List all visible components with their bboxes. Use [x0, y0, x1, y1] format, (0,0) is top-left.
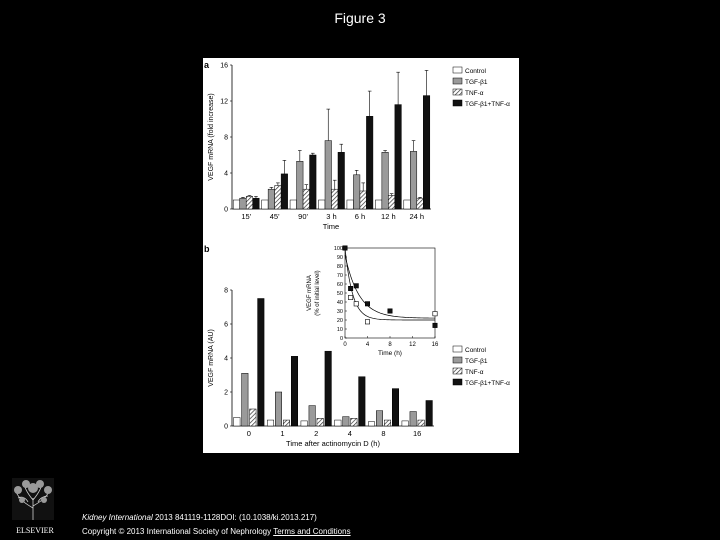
bar: [303, 189, 310, 209]
inset-data-point: [348, 295, 352, 299]
bar: [417, 198, 424, 209]
inset-y-tick-label: 100: [333, 246, 343, 252]
panel-a-legend: [453, 67, 510, 108]
bar: [275, 186, 282, 209]
copyright-text: [82, 527, 351, 536]
y-tick-label: 2: [224, 389, 228, 397]
page-title: Figure 3: [334, 10, 386, 26]
bar: [382, 152, 389, 209]
x-tick-label: 8: [381, 429, 386, 438]
publisher-name: ELSEVIER: [16, 526, 54, 535]
bar: [291, 356, 298, 426]
bar: [423, 96, 430, 209]
inset-data-point: [348, 286, 352, 290]
bar: [258, 299, 265, 427]
bar: [246, 196, 253, 209]
x-tick-label: 45': [269, 212, 280, 221]
elsevier-tree-logo: [6, 478, 64, 538]
inset-data-point: [343, 246, 347, 250]
y-axis-label: VEGF mRNA (fold increase): [208, 93, 215, 181]
bar: [325, 141, 332, 209]
bar: [426, 401, 433, 427]
bar: [335, 420, 342, 426]
inset-data-point: [354, 302, 358, 306]
x-axis-label: Time after actinomycin D (h): [286, 439, 380, 448]
bar: [366, 116, 373, 209]
bar: [262, 200, 269, 209]
x-tick-label: 16: [412, 429, 422, 438]
inset-x-tick-label: 0: [343, 342, 347, 348]
panel-b-inset-chart: [307, 246, 439, 357]
bar: [319, 200, 326, 209]
panel-a-chart: [208, 63, 431, 232]
bar: [325, 351, 332, 426]
legend-label: TNF-α: [465, 369, 484, 376]
legend-label: TGF-β1: [465, 358, 488, 365]
inset-y-tick-label: 60: [336, 282, 343, 288]
bar: [310, 155, 317, 209]
y-tick-label: 0: [224, 206, 228, 214]
inset-data-point: [365, 302, 369, 306]
legend-label: TGF-β1+TNF-α: [465, 380, 510, 387]
panel-b-legend: [453, 346, 510, 387]
legend-label: Control: [465, 68, 486, 75]
citation-details: 2013 841119-1128DOI: (10.1038/ki.2013.217): [152, 513, 317, 522]
x-tick-label: 1: [280, 429, 285, 438]
inset-data-point: [433, 312, 437, 316]
bar: [250, 409, 257, 426]
bar: [309, 406, 316, 426]
x-tick-label: 4: [347, 429, 352, 438]
y-tick-label: 4: [224, 170, 228, 178]
legend-label: TGF-β1: [465, 79, 488, 86]
bar: [242, 373, 249, 426]
bar: [253, 198, 260, 209]
inset-data-point: [354, 284, 358, 288]
bar: [290, 200, 297, 209]
bar: [351, 418, 358, 426]
bar: [267, 420, 274, 426]
legend-label: Control: [465, 347, 486, 354]
bar: [376, 411, 383, 426]
bar: [359, 377, 366, 426]
bar: [281, 174, 288, 209]
legend-swatch: [453, 357, 462, 363]
bar: [418, 420, 425, 426]
bar: [233, 200, 240, 209]
inset-y-tick-label: 90: [336, 255, 343, 261]
inset-y-tick-label: 40: [336, 300, 343, 306]
x-tick-label: 6 h: [354, 212, 366, 221]
bar: [234, 418, 241, 427]
panel-b-letter: b: [204, 244, 210, 254]
legend-swatch: [453, 100, 462, 106]
inset-x-tick-label: 8: [388, 342, 392, 348]
bar: [410, 412, 417, 426]
legend-label: TNF-α: [465, 90, 484, 97]
figure-panel: [203, 58, 519, 453]
citation-text: [82, 513, 317, 522]
legend-swatch: [453, 368, 462, 374]
bar: [275, 392, 282, 426]
inset-y-axis-label: VEGF mRNA: [307, 275, 313, 311]
inset-frame: [345, 248, 435, 338]
inset-y-axis-sublabel: (% of initial level): [315, 270, 321, 316]
inset-x-axis-label: Time (h): [378, 350, 402, 357]
bar: [395, 105, 402, 209]
bar: [388, 196, 395, 210]
x-tick-label: 24 h: [409, 212, 425, 221]
y-axis-label: VEGF mRNA (AU): [208, 329, 215, 387]
bar: [353, 175, 360, 209]
bar: [283, 420, 290, 426]
x-tick-label: 15': [241, 212, 252, 221]
inset-y-tick-label: 80: [336, 264, 343, 270]
legend-swatch: [453, 346, 462, 352]
bar: [410, 151, 417, 209]
x-tick-label: 12 h: [381, 212, 396, 221]
inset-y-tick-label: 30: [336, 309, 343, 315]
legend-swatch: [453, 379, 462, 385]
inset-y-tick-label: 20: [336, 318, 343, 324]
x-tick-label: 2: [314, 429, 319, 438]
bar: [338, 152, 345, 209]
inset-y-tick-label: 0: [339, 336, 343, 342]
y-tick-label: 6: [224, 321, 228, 329]
bar: [332, 189, 339, 209]
inset-x-tick-label: 16: [431, 342, 439, 348]
inset-data-point: [433, 323, 437, 327]
inset-x-tick-label: 4: [365, 342, 370, 348]
journal-name: Kidney International: [82, 513, 153, 522]
bar: [347, 200, 354, 209]
bar: [384, 420, 391, 426]
x-tick-label: 3 h: [326, 212, 337, 221]
bar: [392, 389, 399, 426]
figure-svg: [203, 58, 519, 453]
legend-swatch: [453, 89, 462, 95]
inset-y-tick-label: 50: [336, 291, 343, 297]
legend-swatch: [453, 67, 462, 73]
bar: [317, 418, 324, 426]
bar: [301, 421, 308, 426]
bar: [343, 417, 350, 426]
inset-y-tick-label: 70: [336, 273, 343, 279]
bar: [375, 200, 382, 209]
inset-x-tick-label: 12: [409, 342, 416, 348]
bar: [360, 191, 367, 209]
x-axis-label: Time: [322, 222, 340, 231]
bar: [297, 161, 304, 209]
inset-y-tick-label: 10: [336, 327, 343, 333]
y-tick-label: 8: [224, 134, 228, 142]
bar: [404, 200, 411, 209]
y-tick-label: 16: [220, 62, 228, 70]
inset-data-point: [365, 320, 369, 324]
y-tick-label: 0: [224, 423, 228, 431]
y-tick-label: 4: [224, 355, 228, 363]
x-tick-label: 90': [298, 212, 308, 221]
bar: [402, 421, 409, 426]
terms-and-conditions-link[interactable]: Terms and Conditions: [273, 527, 351, 536]
inset-data-point: [388, 309, 392, 313]
x-tick-label: 0: [246, 429, 251, 438]
bar: [368, 422, 375, 426]
bar: [240, 198, 247, 209]
bar: [268, 189, 275, 209]
legend-swatch: [453, 78, 462, 84]
legend-label: TGF-β1+TNF-α: [465, 101, 510, 108]
y-tick-label: 12: [220, 98, 228, 106]
panel-a-letter: a: [204, 60, 210, 70]
y-tick-label: 8: [224, 287, 228, 295]
copyright-statement: Copyright © 2013 International Society of Nephrology: [82, 527, 274, 536]
